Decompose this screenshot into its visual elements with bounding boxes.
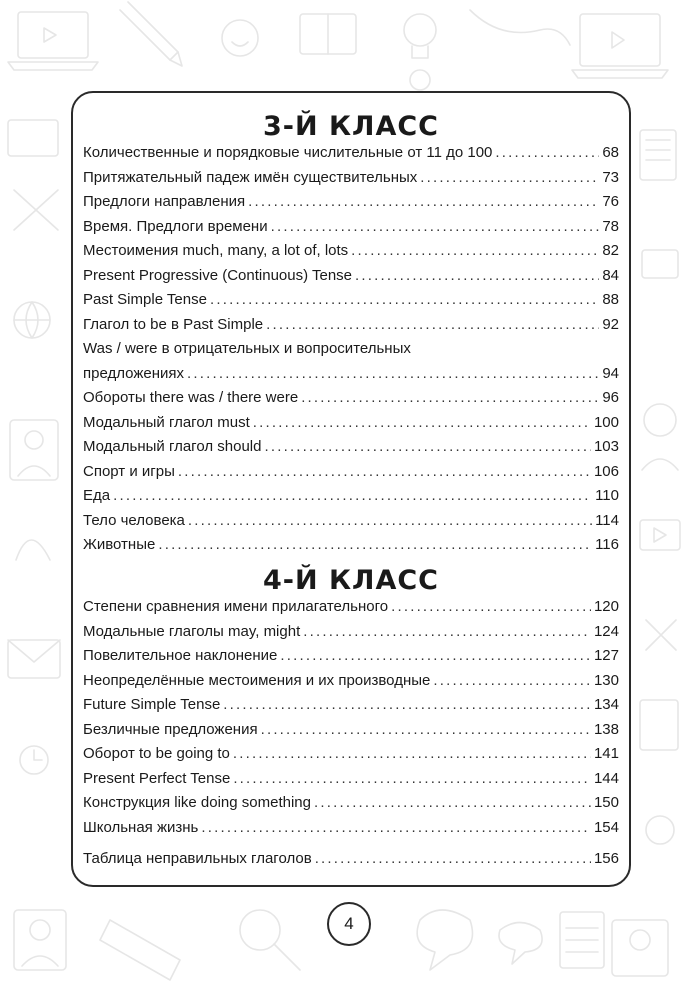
entry-title: Present Perfect Tense [83,769,231,787]
section-heading-grade-3: 3-Й КЛАСС [262,111,439,142]
entry-page: 73 [602,168,619,186]
toc-entry[interactable] [83,595,619,620]
toc-entry[interactable] [83,141,619,166]
dot-leader [303,620,591,645]
smiley-doodle-icon [222,20,258,56]
toc-list-grade-4 [83,595,619,840]
entry-page: 110 [595,487,619,504]
toc-entry[interactable] [83,509,619,534]
toc-entry[interactable] [83,362,619,387]
dot-leader [433,669,591,694]
dot-leader [261,718,591,743]
dot-leader [264,435,591,460]
entry-page: 68 [602,144,619,161]
entry-page: 130 [593,671,619,689]
person-card-doodle-icon [10,420,58,480]
entry-page: 127 [593,647,619,664]
dot-leader [351,239,599,264]
entry-title-line1: Was / were в отрицательных и вопросительных [83,340,411,357]
entry-title: Школьная жизнь [83,818,199,836]
dot-leader [223,693,591,718]
entry-title: Present Progressive (Continuous) Tense [83,266,353,284]
toc-entry[interactable] [83,816,619,841]
magnifier-doodle-icon [240,910,280,950]
entry-page: 88 [602,291,619,308]
toc-entry[interactable] [83,288,619,313]
dot-leader [314,791,591,816]
dot-leader [210,288,599,313]
entry-page: 150 [593,794,619,811]
hand-doodle-icon [470,10,570,45]
person-bottom-doodle-icon [14,910,66,970]
entry-title: Предлоги направления [83,193,246,210]
toc-entry[interactable] [83,166,619,191]
entry-title: Степени сравнения имени прилагательного [83,598,389,615]
toc-entry-appendix[interactable] [83,847,619,872]
entry-title: Обороты there was / there were [83,389,299,406]
entry-title: Неопределённые местоимения и их производные [83,671,431,689]
entry-title: Местоимения much, many, a lot of, lots [83,242,349,259]
entry-title: предложениях [83,364,184,382]
toc-entry[interactable] [83,533,619,558]
entry-page: 154 [593,818,619,836]
person-doodle-icon [644,404,676,436]
section-heading-grade-4: 4-Й КЛАСС [262,565,439,596]
entry-page: 76 [602,193,619,210]
entry-title: Безличные предложения [83,720,258,738]
toc-entry[interactable] [83,718,619,743]
entry-page: 120 [593,598,619,615]
entry-page: 134 [593,696,619,713]
entry-title: Еда [83,487,111,504]
clock-doodle-icon [20,746,48,774]
entry-title: Животные [83,536,156,553]
entry-page: 114 [595,511,619,529]
dot-leader [271,215,600,240]
entry-title: Глагол to be в Past Simple [83,315,264,333]
entry-page: 124 [593,622,619,640]
dot-leader [355,264,599,289]
toc-entry[interactable] [83,435,619,460]
toc-entry-first-line[interactable] [83,337,619,362]
entry-page: 116 [595,536,619,553]
envelope-doodle-icon [8,640,60,678]
lightbulb-doodle-icon [404,14,436,58]
dot-leader [201,816,591,841]
dot-leader [495,141,599,166]
entry-page: 92 [602,315,619,333]
entry-page: 78 [602,217,619,235]
dot-leader [188,509,592,534]
notebook-doodle-icon [640,130,676,180]
dot-leader [301,386,599,411]
entry-page: 96 [602,389,619,406]
table-of-contents-card [71,91,631,887]
globe-doodle-icon [14,302,50,338]
entry-title: Тело человека [83,511,185,529]
entry-title: Время. Предлоги времени [83,217,268,235]
entry-title: Модальный глагол should [83,438,262,455]
book-doodle-icon [300,14,356,54]
entry-page: 103 [593,438,619,455]
toc-entry[interactable] [83,791,619,816]
dot-leader [280,644,591,669]
toc-entry[interactable] [83,215,619,240]
dot-leader [266,313,599,338]
entry-page: 100 [593,413,619,431]
toc-entry[interactable] [83,693,619,718]
entry-title: Спорт и игры [83,462,175,480]
laptop-right-doodle-icon [572,14,668,78]
entry-title: Притяжательный падеж имён существительных [83,168,418,186]
entry-page: 141 [593,745,619,762]
dot-leader [233,742,591,767]
entry-page: 144 [593,769,619,787]
chalkboard-doodle-icon [8,120,58,156]
toc-entry[interactable] [83,386,619,411]
toc-entry[interactable] [83,411,619,436]
toc-entry[interactable] [83,484,619,509]
dot-leader [248,190,599,215]
dot-leader [315,847,591,872]
toc-entry[interactable] [83,620,619,645]
entry-page: 156 [593,850,619,867]
dot-leader [158,533,592,558]
dot-leader [391,595,591,620]
entry-title: Оборот to be going to [83,745,230,762]
dot-leader [253,411,591,436]
toc-entry[interactable] [83,264,619,289]
pencil-doodle-icon [120,2,182,66]
entry-title: Future Simple Tense [83,696,221,713]
entry-page: 84 [602,266,619,284]
toc-list-appendix [83,847,619,872]
apple-doodle-icon [410,70,430,90]
entry-title: Повелительное наклонение [83,647,278,664]
toc-entry[interactable] [83,190,619,215]
toc-list-grade-3 [83,141,619,558]
toc-entry[interactable] [83,742,619,767]
notepad-doodle-icon [560,912,604,968]
toc-entry[interactable] [83,313,619,338]
toc-entry[interactable] [83,767,619,792]
toc-entry[interactable] [83,239,619,264]
laptop-doodle-icon [8,12,98,70]
toc-entry[interactable] [83,669,619,694]
dot-leader [233,767,591,792]
entry-page: 82 [602,242,619,259]
toc-entry[interactable] [83,644,619,669]
entry-title: Таблица неправильных глаголов [83,850,312,867]
entry-title: Модальный глагол must [83,413,250,431]
entry-page: 138 [593,720,619,738]
entry-title: Конструкция like doing something [83,794,311,811]
entry-title: Модальные глаголы may, might [83,622,301,640]
entry-page: 106 [593,462,619,480]
dot-leader [420,166,599,191]
entry-title: Past Simple Tense [83,291,207,308]
video-player-doodle-icon [640,520,680,550]
dot-leader [113,484,592,509]
dot-leader [178,460,591,485]
entry-title: Количественные и порядковые числительные от 11 до 100 [83,144,493,161]
page-number-badge: 4 [327,902,371,946]
pencil-bottom-doodle-icon [100,920,180,980]
speech-bubble-doodle-icon [417,910,472,970]
dot-leader [187,362,599,387]
toc-entry[interactable] [83,460,619,485]
entry-page: 94 [602,364,619,382]
